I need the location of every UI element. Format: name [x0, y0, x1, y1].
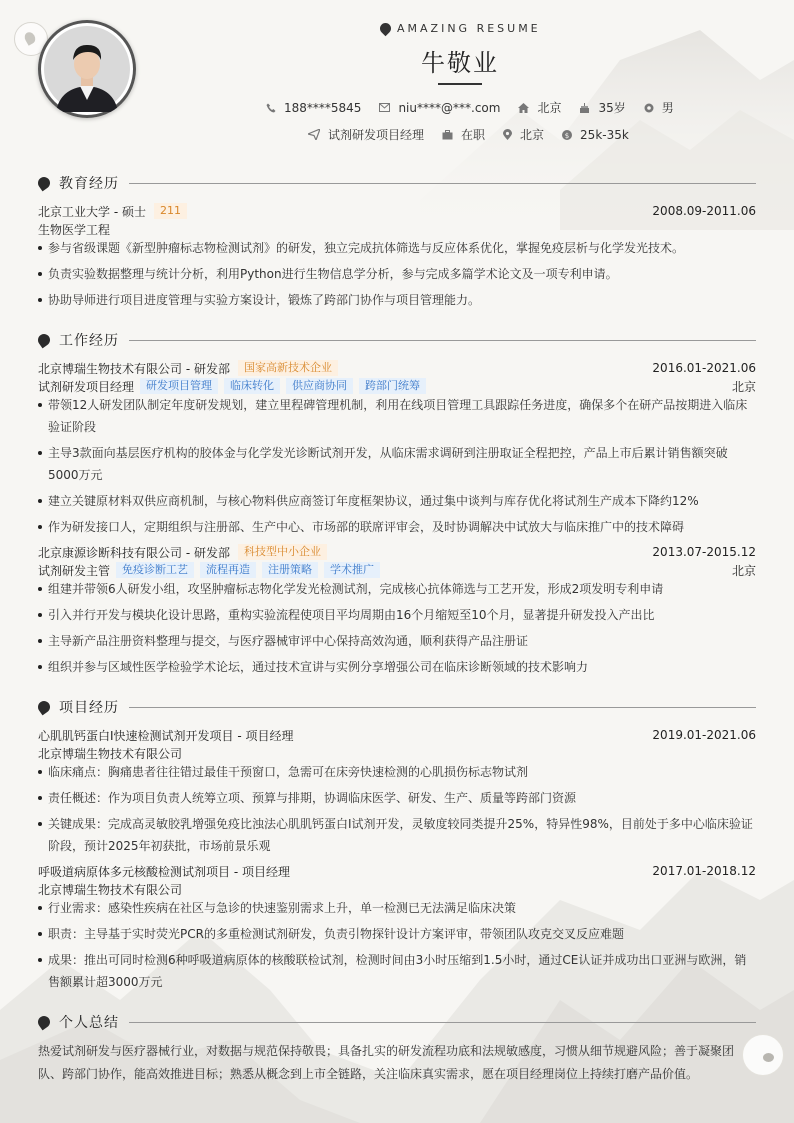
list-item: 责任概述：作为项目负责人统筹立项、预算与排期，协调临床医学、研发、生产、质量等跨部门资源 [38, 787, 756, 809]
section-title: 项目经历 [59, 700, 119, 716]
list-item: 行业需求：感染性疾病在社区与急诊的快速鉴别需求上升，单一检测已无法满足临床决策 [38, 897, 756, 919]
list-item: 关键成果：完成高灵敏胶乳增强免疫比浊法心肌肌钙蛋白I试剂开发，灵敏度较同类提升25%，特异性98%，目前处于多中心临床验证阶段，预计2025年初获批，市场前景乐观 [38, 813, 756, 857]
list-item: 主导3款面向基层医疗机构的胶体金与化学发光诊断试剂开发，从临床需求调研到注册取证全程把控，产品上市后累计销售额突破5000万元 [38, 442, 756, 486]
intent-city [503, 126, 544, 143]
job-title-row [38, 561, 756, 579]
education-header [38, 202, 756, 220]
section-divider [129, 183, 756, 184]
intent-city-text: 北京 [520, 128, 545, 142]
send-icon [308, 129, 320, 140]
person-name: 牛敬业 [421, 49, 499, 77]
education-date: 2008.09-2011.06 [652, 204, 756, 218]
list-item: 引入并行开发与模块化设计思路，重构实验流程使项目平均周期由16个月缩短至10个月，显著提升研发投入产出比 [38, 604, 756, 626]
section-divider [129, 1022, 756, 1023]
age-text: 35岁 [598, 101, 626, 115]
list-item: 主导新产品注册资料整理与提交，与医疗器械审评中心保持高效沟通，顺利获得产品注册证 [38, 630, 756, 652]
company-tag: 科技型中小企业 [238, 544, 327, 560]
project-date: 2017.01-2018.12 [652, 864, 756, 878]
section-divider [129, 340, 756, 341]
section-projects [38, 697, 756, 717]
section-work [38, 330, 756, 350]
mail-icon [379, 103, 390, 112]
intent-position [308, 126, 424, 143]
job-intent-row [308, 126, 647, 143]
skill-tag: 供应商协同 [286, 378, 353, 394]
job-bullets [38, 394, 756, 542]
skill-tag: 跨部门统筹 [359, 378, 426, 394]
list-item: 组建并带领6人研发小组，攻坚肿瘤标志物化学发光检测试剂，完成核心抗体筛选与工艺开发，形成2项发明专利申请 [38, 578, 756, 600]
gender-text: 男 [661, 101, 674, 115]
project-name: 呼吸道病原体多元核酸检测试剂项目 - 项目经理 [38, 864, 290, 879]
pin-icon [503, 129, 512, 140]
skill-tag: 研发项目管理 [140, 378, 218, 394]
list-item: 临床痛点：胸痛患者往往错过最佳干预窗口，急需可在床旁快速检测的心肌损伤标志物试剂 [38, 761, 756, 783]
job-title-row [38, 377, 756, 395]
phone-icon [266, 103, 276, 113]
job-header [38, 543, 756, 561]
cake-icon [579, 103, 590, 113]
project-name: 心肌肌钙蛋白I快速检测试剂开发项目 - 项目经理 [38, 728, 294, 743]
list-item: 作为研发接口人，定期组织与注册部、生产中心、市场部的联席评审会，及时协调解决中试放大与临床推广中的技术障碍 [38, 516, 756, 538]
job-date: 2013.07-2015.12 [652, 545, 756, 559]
school-name: 北京工业大学 - 硕士 [38, 204, 146, 219]
phone-text: 188****5845 [284, 100, 362, 115]
brand-title [380, 20, 550, 36]
section-leaf-icon [36, 175, 53, 192]
project-company: 北京博瑞生物技术有限公司 [38, 882, 183, 897]
name-underline [438, 83, 482, 85]
list-item: 组织并参与区域性医学检验学术论坛，通过技术宣讲与实例分享增强公司在临床诊断领域的技术影响力 [38, 656, 756, 678]
status-text: 在职 [461, 128, 486, 142]
city-text: 北京 [537, 101, 562, 115]
company-name: 北京博瑞生物技术有限公司 - 研发部 [38, 361, 230, 376]
leaf-icon [378, 20, 394, 36]
job-header [38, 359, 756, 377]
job-city: 北京 [731, 563, 756, 578]
project-header [38, 862, 756, 880]
salary-text: 25k-35k [580, 127, 629, 142]
briefcase-icon [442, 130, 453, 140]
coin-icon [562, 130, 572, 140]
education-major-row [38, 220, 756, 238]
svg-text:$: $ [564, 131, 570, 140]
contact-phone [266, 101, 361, 115]
summary-text: 热爱试剂研发与医疗器械行业，对数据与规范保持敬畏；具备扎实的研发流程功底和法规敏感度，习惯从细节规避风险；善于凝聚团队、跨部门协作，能高效推进目标；熟悉从概念到上市全链路，关注临床真实需求，愿在项目经理岗位上持续打磨产品价值。 [38, 1044, 735, 1081]
contact-gender [644, 99, 674, 116]
section-divider [129, 707, 756, 708]
education-bullets [38, 237, 756, 315]
list-item: 职责：主导基于实时荧光PCR的多重检测试剂研发，负责引物探针设计方案评审，带领团队攻克交叉反应难题 [38, 923, 756, 945]
skill-tag: 注册策略 [262, 562, 318, 578]
job-date: 2016.01-2021.06 [652, 361, 756, 375]
company-tag: 国家高新技术企业 [238, 360, 338, 376]
email-text: niu****@***.com [398, 100, 501, 115]
project-bullets [38, 761, 756, 861]
section-leaf-icon [36, 699, 53, 716]
contact-email [379, 101, 500, 115]
list-item: 带领12人研发团队制定年度研发规划，建立里程碑管理机制，利用在线项目管理工具跟踪任务进度，确保多个在研产品按期进入临床验证阶段 [38, 394, 756, 438]
job-bullets [38, 578, 756, 682]
skill-tag: 流程再造 [200, 562, 256, 578]
avatar [38, 20, 136, 118]
section-leaf-icon [36, 332, 53, 349]
portrait-image [44, 26, 130, 112]
list-item: 负责实验数据整理与统计分析，利用Python进行生物信息学分析，参与完成多篇学术论文及一项专利申请。 [38, 263, 756, 285]
project-company: 北京博瑞生物技术有限公司 [38, 746, 183, 761]
list-item: 协助导师进行项目进度管理与实验方案设计，锻炼了跨部门协作与项目管理能力。 [38, 289, 756, 311]
section-summary [38, 1012, 756, 1032]
intent-salary [562, 128, 629, 142]
skill-tag: 学术推广 [324, 562, 380, 578]
project-bullets [38, 897, 756, 997]
skill-tag: 免疫诊断工艺 [116, 562, 194, 578]
skill-tag: 临床转化 [224, 378, 280, 394]
home-icon [518, 103, 529, 113]
list-item: 建立关键原材料双供应商机制，与核心物料供应商签订年度框架协议，通过集中谈判与库存优化将试剂生产成本下降约12% [38, 490, 756, 512]
list-item: 成果：推出可同时检测6种呼吸道病原体的核酸联检试剂，检测时间由3小时压缩到1.5小时，通过CE认证并成功出口亚洲与欧洲，销售额累计超3000万元 [38, 949, 756, 993]
section-title: 教育经历 [59, 176, 119, 192]
position-text: 试剂研发项目经理 [328, 128, 425, 142]
job-title: 试剂研发项目经理 [38, 379, 135, 394]
gender-icon [644, 103, 654, 113]
job-title: 试剂研发主管 [38, 563, 111, 578]
project-date: 2019.01-2021.06 [652, 728, 756, 742]
school-tag: 211 [154, 203, 187, 219]
section-leaf-icon [36, 1014, 53, 1031]
company-name: 北京康源诊断科技有限公司 - 研发部 [38, 545, 230, 560]
project-company-row [38, 880, 756, 898]
contact-row [266, 99, 692, 116]
list-item: 参与省级课题《新型肿瘤标志物检测试剂》的研发，独立完成抗体筛选与反应体系优化，掌握免疫层析与化学发光技术。 [38, 237, 756, 259]
project-header [38, 726, 756, 744]
project-company-row [38, 744, 756, 762]
decorative-circle [742, 1034, 784, 1076]
section-title: 工作经历 [59, 333, 119, 349]
section-education [38, 173, 756, 193]
major: 生物医学工程 [38, 222, 111, 237]
brand-text: AMAZING RESUME [397, 21, 541, 35]
contact-age [579, 99, 625, 116]
section-title: 个人总结 [59, 1015, 119, 1031]
intent-status [442, 126, 485, 143]
job-city: 北京 [731, 379, 756, 394]
contact-city [518, 99, 561, 116]
